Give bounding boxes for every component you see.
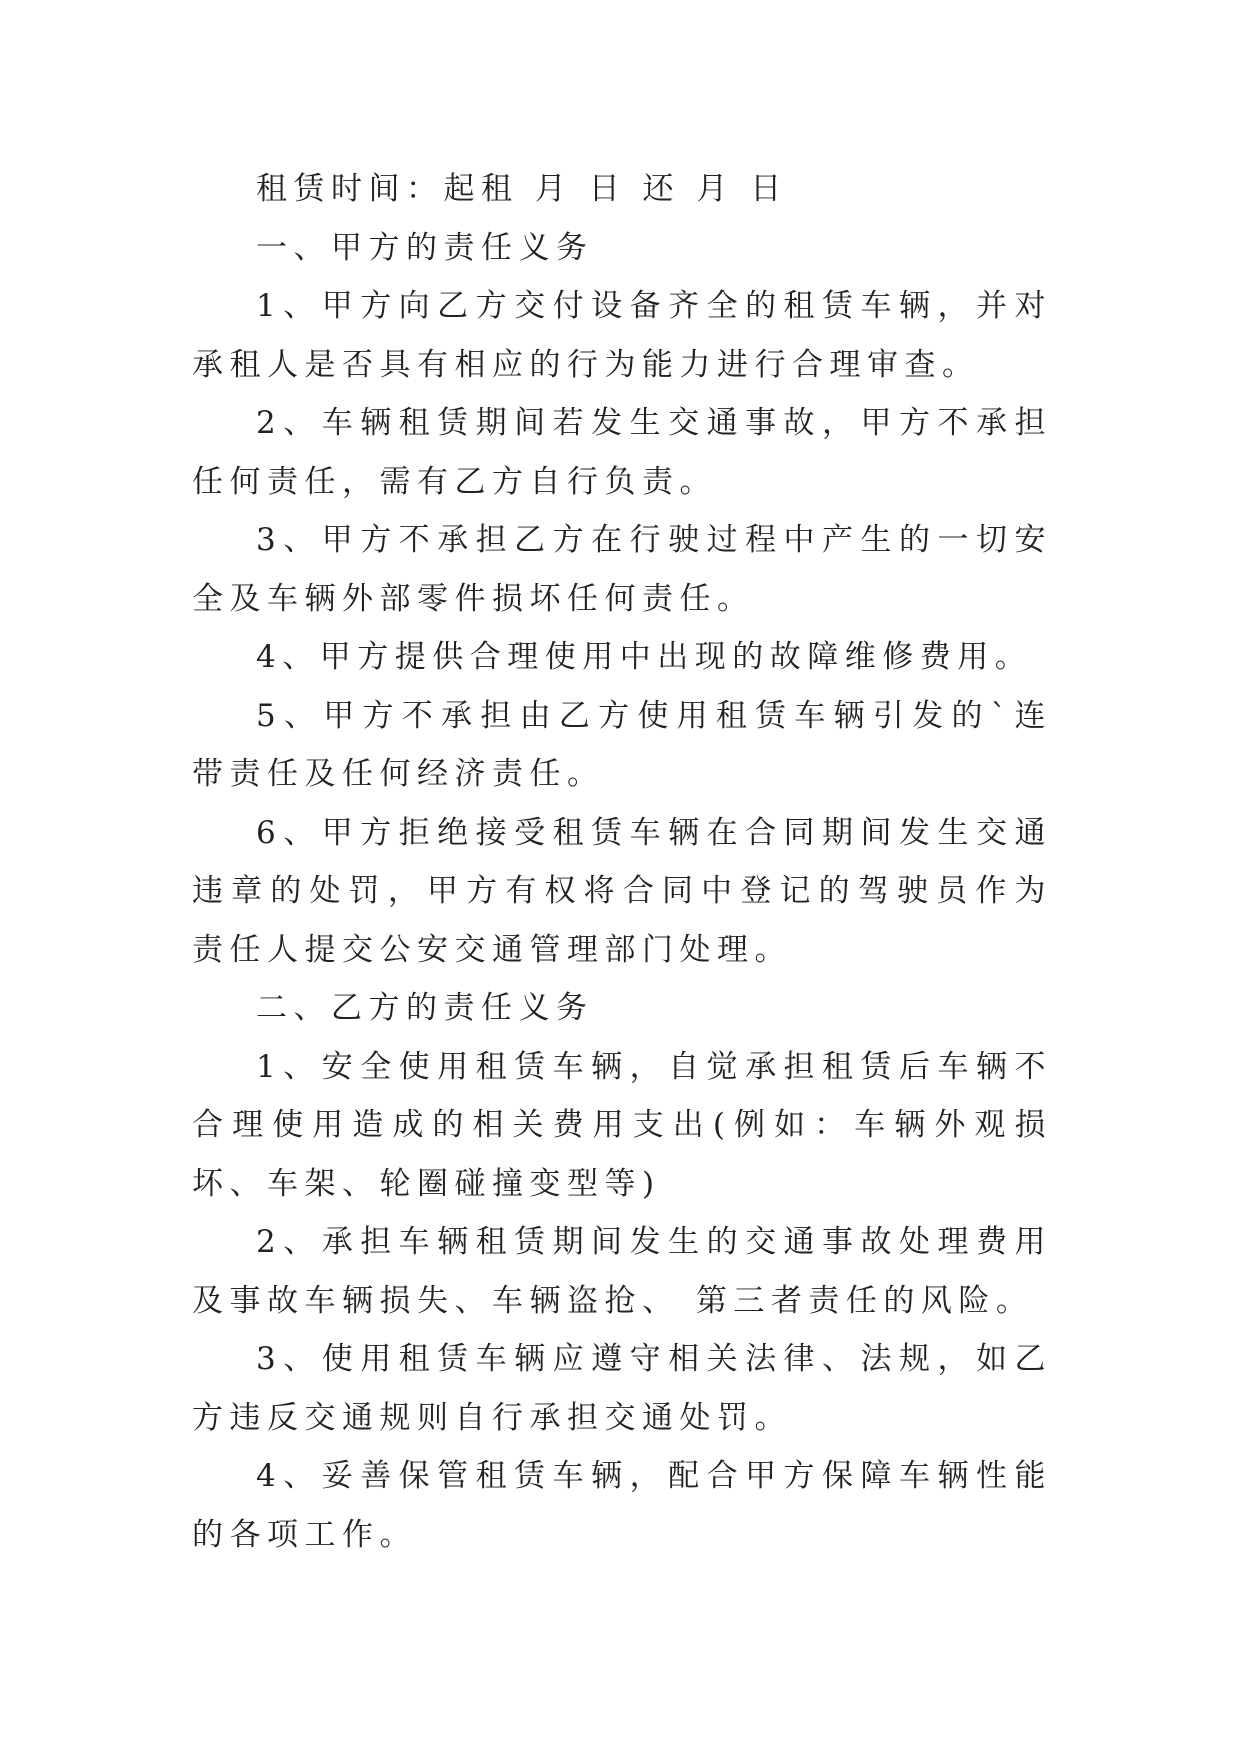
document-body <box>192 160 1052 1564</box>
paragraph-text: 2、车辆租赁期间若发生交通事故，甲方不承担任何责任，需有乙方自行负责。 <box>192 405 1052 500</box>
party-a-clause-5 <box>192 687 1052 804</box>
section-heading-party-b <box>192 979 1052 1038</box>
paragraph-text: 3、甲方不承担乙方在行驶过程中产生的一切安全及车辆外部零件损坏任何责任。 <box>192 522 1052 617</box>
paragraph-text: 二、乙方的责任义务 <box>256 990 594 1026</box>
party-b-clause-1 <box>192 1038 1052 1214</box>
party-b-clause-3 <box>192 1330 1052 1447</box>
paragraph-text: 1、甲方向乙方交付设备齐全的租赁车辆，并对承租人是否具有相应的行为能力进行合理审查。 <box>192 288 1052 383</box>
party-a-clause-4 <box>192 628 1052 687</box>
paragraph-text: 4、甲方提供合理使用中出现的故障维修费用。 <box>256 639 1033 675</box>
party-b-clause-4 <box>192 1447 1052 1564</box>
paragraph-text: 2、承担车辆租赁期间发生的交通事故处理费用及事故车辆损失、车辆盗抢、 第三者责任的风险。 <box>192 1224 1052 1319</box>
section-heading-party-a <box>192 219 1052 278</box>
party-a-clause-1 <box>192 277 1052 394</box>
paragraph-text: 1、安全使用租赁车辆，自觉承担租赁后车辆不合理使用造成的相关费用支出(例如：车辆外观损坏、车架、轮圈碰撞变型等) <box>192 1048 1052 1202</box>
paragraph-text: 4、妥善保管租赁车辆，配合甲方保障车辆性能的各项工作。 <box>192 1458 1052 1553</box>
paragraph-text: 6、甲方拒绝接受租赁车辆在合同期间发生交通违章的处罚，甲方有权将合同中登记的驾驶员作为责任人提交公安交通管理部门处理。 <box>192 814 1052 968</box>
paragraph-text: 租赁时间：起租 月 日 还 月 日 <box>256 171 788 207</box>
party-a-clause-2 <box>192 394 1052 511</box>
paragraph-text: 5、甲方不承担由乙方使用租赁车辆引发的`连带责任及任何经济责任。 <box>192 697 1052 792</box>
paragraph-text: 一、甲方的责任义务 <box>256 229 594 266</box>
paragraph-text: 3、使用租赁车辆应遵守相关法律、法规，如乙方违反交通规则自行承担交通处罚。 <box>192 1341 1052 1436</box>
party-a-clause-3 <box>192 511 1052 628</box>
party-a-clause-6 <box>192 804 1052 980</box>
rental-period-line <box>192 160 1052 219</box>
party-b-clause-2 <box>192 1213 1052 1330</box>
